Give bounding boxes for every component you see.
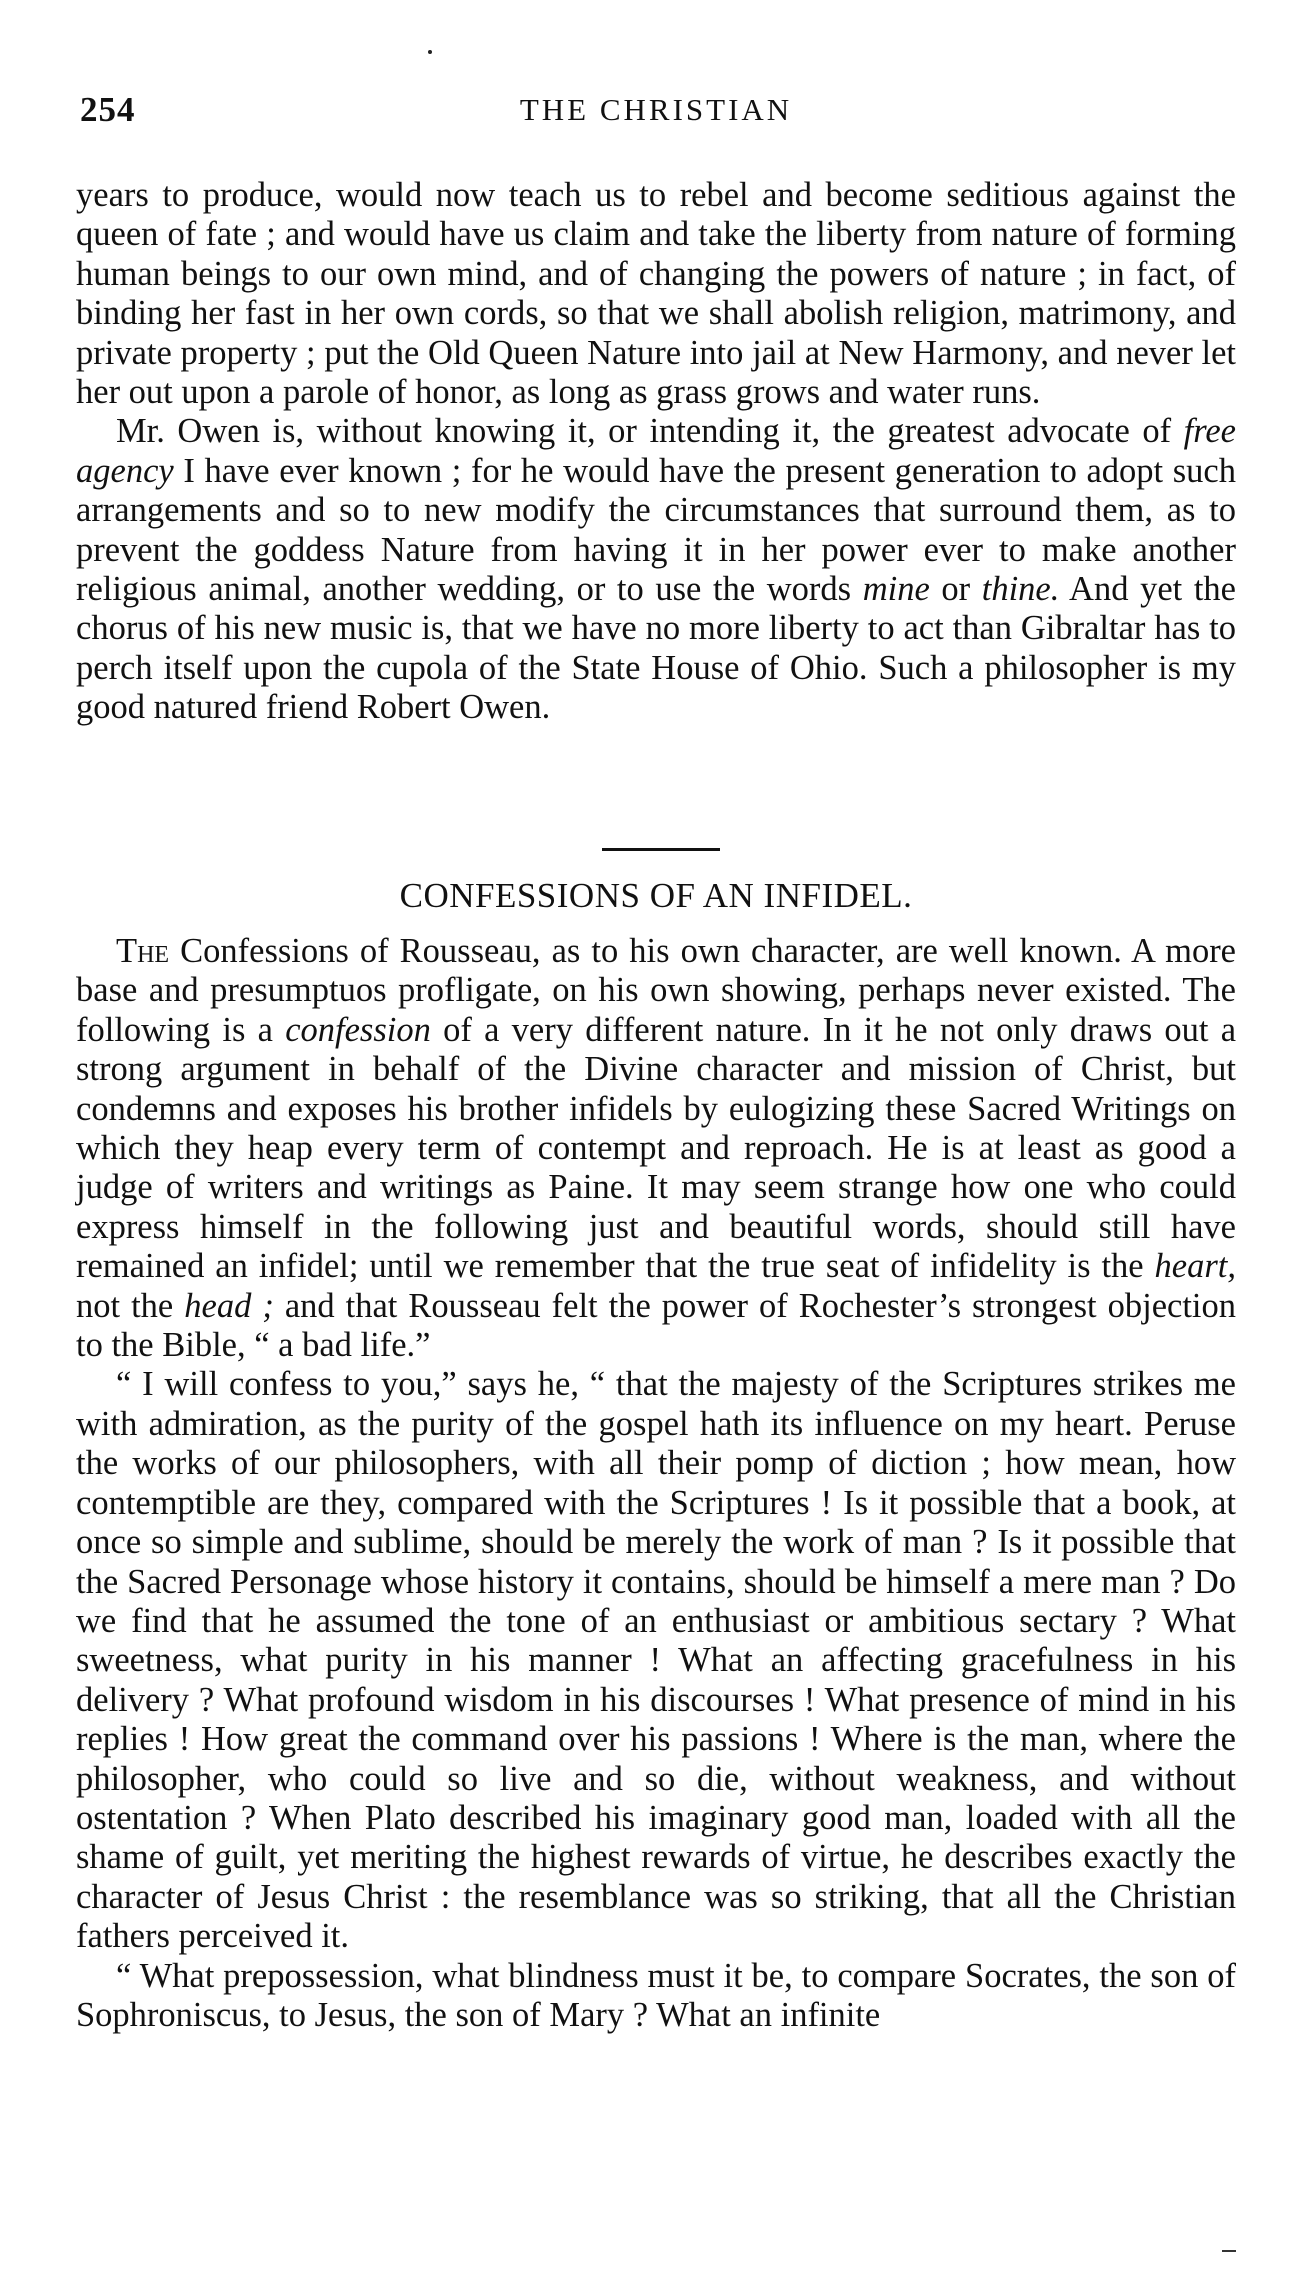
text-run: And yet the chorus of his new music is, that we have no more liberty to act than Gibraltar has to perch itself upon the cupola of the State House of Ohio. Such a philosopher is my good natured friend Robert Owen. [76,570,1236,727]
text-run: Mr. Owen is, without knowing it, or intending it, the greatest advocate of [116,412,1184,451]
section-title: CONFESSIONS OF AN INFIDEL. [399,876,913,915]
emphasis: head ; [184,1286,274,1325]
page-number: 254 [80,90,136,129]
section-text-block [76,932,1236,2035]
top-text-block [76,176,1236,728]
running-header [76,90,1236,140]
emphasis: free agency [76,412,1236,490]
emphasis: confession [285,1010,431,1049]
paragraph: “ I will confess to you,” says he, “ that the majesty of the Scriptures strikes me with admiration, as the purity of the gospel hath its influence on my heart. Peruse the works of our philosophers, with all their pomp of diction ; how mean, how contemptible are they, compared with the Scriptures ! Is it possible that a book, at once so simple and sublime, should be merely the work of man ? Is it possible that the Sacred Personage whose history it contains, should be himself a mere man ? Do we find that he assumed the tone of an enthusiast or ambitious sectary ? What sweetness, what purity in his manner ! What an affecting gracefulness in his delivery ? What profound wisdom in his discourses ! What presence of mind in his replies ! How great the command over his passions ! Where is the man, where the philosopher, who could so live and so die, without weakness, and without ostentation ? When Plato described his imaginary good man, loaded with all the shame of guilt, yet meriting the highest rewards of virtue, he describes exactly the character of Jesus Christ : the resemblance was so striking, that all the Christian fathers perceived it. [76,1365,1236,1956]
emphasis: heart, [1154,1247,1236,1286]
text-run: and that Rousseau felt the power of Rochester’s strongest objection to the Bible, “ a bad life.” [76,1286,1236,1365]
text-run: or [929,570,982,609]
emphasis: thine. [981,570,1060,609]
paragraph [76,932,1236,1365]
print-speck [428,50,432,54]
edge-mark [1222,2250,1236,2252]
running-title: THE CHRISTIAN [519,92,793,127]
emphasis: mine [862,570,930,609]
text-run: not the [76,1286,185,1325]
paragraph: years to produce, would now teach us to rebel and become seditious against the queen of fate ; and would have us claim and take the liberty from nature of forming human beings to our own mind, and of changing the powers of nature ; in fact, of binding her fast in her own cords, so that we shall abolish religion, matrimony, and private property ; put the Old Queen Nature into jail at New Harmony, and never let her out upon a parole of honor, as long as grass grows and water runs. [76,176,1236,412]
text-run: I have ever known ; for he would have the present generation to adopt such arrangements and so to new modify the circumstances that surround them, as to prevent the goddess Nature from having it in her power ever to make another religious animal, another wedding, or to use the words [76,451,1236,609]
section-divider [602,848,720,851]
lead-in: The [116,932,170,970]
paragraph: “ What prepossession, what blindness must it be, to compare Socrates, the son of Sophroniscus, to Jesus, the son of Mary ? What an infinite [76,1956,1236,2034]
text-run: of a very different nature. In it he not only draws out a strong argument in behalf of the Divine character and mission of Christ, but condemns and exposes his brother infidels by eulogizing these Sacred Writings on which they heap every term of contempt and reproach. He is at least as good a judge of writers and writings as Paine. It may seem strange how one who could express himself in the following just and beautiful words, should still have remained an infidel; until we remember that the true seat of infidelity is the [76,1010,1237,1286]
book-page [76,0,1236,2279]
paragraph [76,412,1236,727]
text-run: Confessions of Rousseau, as to his own character, are well known. A more base and presumptuos profligate, on his own showing, perhaps never existed. The following is a [76,932,1236,1049]
